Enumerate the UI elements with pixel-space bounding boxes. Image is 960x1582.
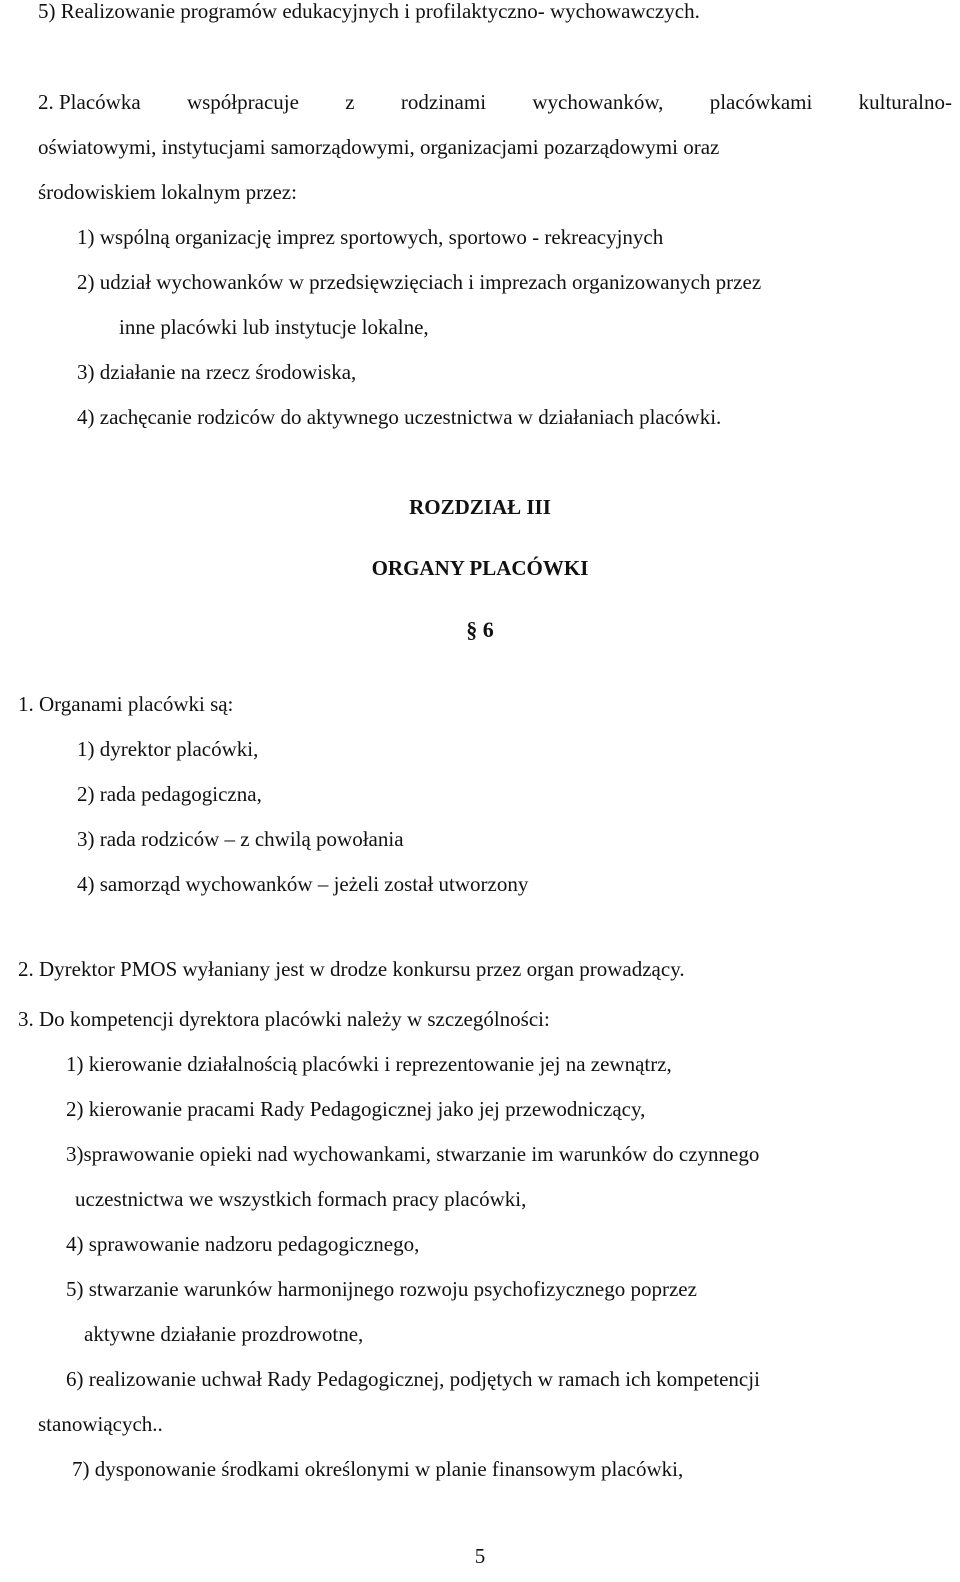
- item-5-realizowanie: 5) Realizowanie programów edukacyjnych i profilaktyczno- wychowawczych.: [38, 0, 700, 23]
- section-1-item-4: 4) samorząd wychowanków – jeżeli został utworzony: [77, 872, 529, 896]
- section-1-item-1: 1) dyrektor placówki,: [77, 737, 259, 761]
- section-3-item-5: 5) stwarzanie warunków harmonijnego rozwoju psychofizycznego poprzez: [66, 1277, 697, 1301]
- section-1-intro: 1. Organami placówki są:: [18, 692, 234, 716]
- section-3-item-4: 4) sprawowanie nadzoru pedagogicznego,: [66, 1232, 420, 1256]
- section-2-item-3: 3) działanie na rzecz środowiska,: [77, 360, 357, 384]
- word: z: [345, 90, 355, 114]
- word: współpracuje: [186, 90, 299, 114]
- section-3-intro: 3. Do kompetencji dyrektora placówki należy w szczególności:: [18, 1007, 550, 1031]
- chapter-heading: ROZDZIAŁ III: [409, 495, 551, 519]
- section-2-item-2: 2) udział wychowanków w przedsięwzięciach i imprezach organizowanych przez: [77, 270, 762, 294]
- section-2-dyrektor: 2. Dyrektor PMOS wyłaniany jest w drodze konkursu przez organ prowadzący.: [18, 957, 685, 981]
- section-2-line-3: środowiskiem lokalnym przez:: [38, 180, 297, 204]
- paragraph-symbol: § 6: [466, 617, 494, 642]
- word: wychowanków,: [532, 90, 664, 114]
- section-3-item-7: 7) dysponowanie środkami określonymi w planie finansowym placówki,: [72, 1457, 684, 1481]
- chapter-title: ORGANY PLACÓWKI: [371, 556, 589, 580]
- section-2-item-2-continued: inne placówki lub instytucje lokalne,: [119, 315, 429, 339]
- section-3-item-3-continued: uczestnictwa we wszystkich formach pracy placówki,: [75, 1187, 527, 1211]
- section-1-item-2: 2) rada pedagogiczna,: [77, 782, 262, 806]
- section-2-line-2: oświatowymi, instytucjami samorządowymi, organizacjami pozarządowymi oraz: [38, 135, 720, 159]
- word: rodzinami: [400, 90, 487, 114]
- section-2-item-1: 1) wspólną organizację imprez sportowych, sportowo - rekreacyjnych: [77, 225, 664, 249]
- section-2-item-4: 4) zachęcanie rodziców do aktywnego uczestnictwa w działaniach placówki.: [77, 405, 722, 429]
- section-2-line-1: [38, 89, 952, 115]
- section-3-item-2: 2) kierowanie pracami Rady Pedagogicznej jako jej przewodniczący,: [66, 1097, 646, 1121]
- word: kulturalno-: [858, 90, 952, 114]
- section-3-item-3: 3)sprawowanie opieki nad wychowankami, stwarzanie im warunków do czynnego: [66, 1142, 760, 1166]
- section-3-item-5-continued: aktywne działanie prozdrowotne,: [84, 1322, 364, 1346]
- section-3-item-6: 6) realizowanie uchwał Rady Pedagogicznej, podjętych w ramach ich kompetencji: [66, 1367, 760, 1391]
- section-1-item-3: 3) rada rodziców – z chwilą powołania: [77, 827, 404, 851]
- word: placówkami: [709, 90, 813, 114]
- section-3-item-6-continued: stanowiących..: [38, 1412, 163, 1436]
- section-3-item-1: 1) kierowanie działalnością placówki i reprezentowanie jej na zewnątrz,: [66, 1052, 672, 1076]
- word: 2. Placówka: [38, 90, 141, 114]
- page-number: 5: [474, 1544, 486, 1568]
